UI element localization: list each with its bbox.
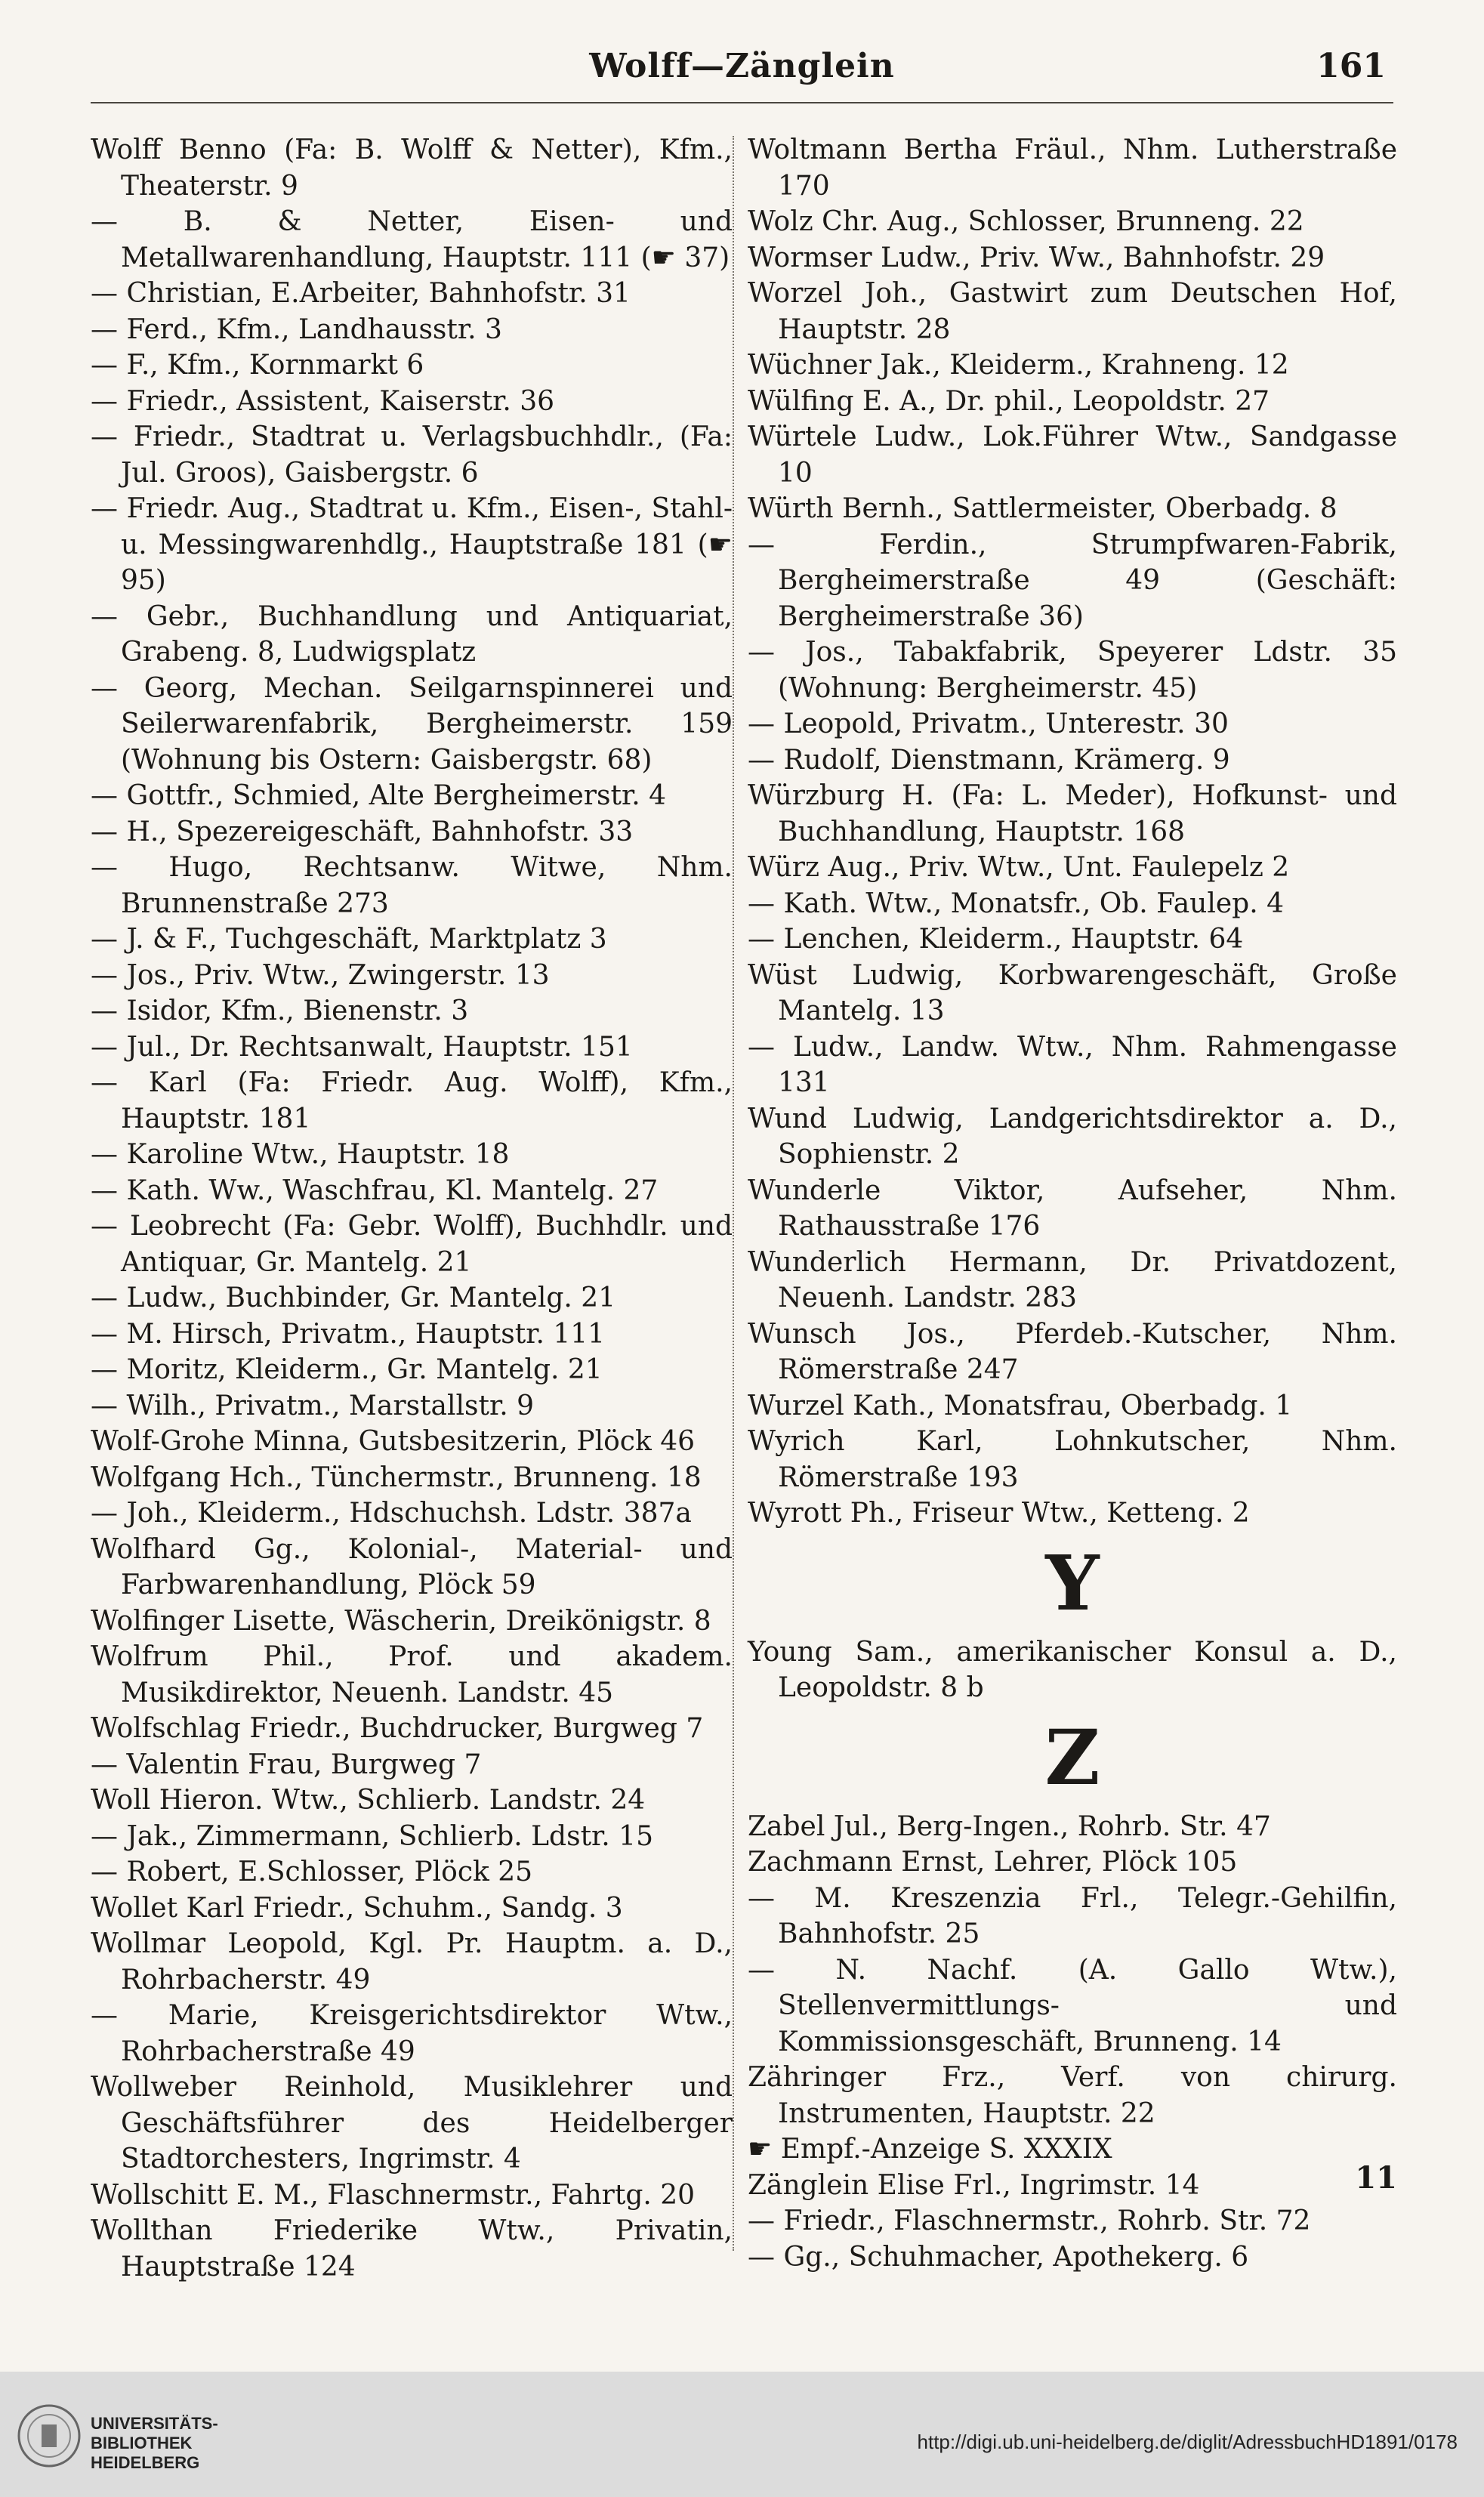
directory-entry: Würz Aug., Priv. Wtw., Unt. Faulepelz 2: [748, 852, 1290, 883]
directory-entry: Wunderle Viktor, Aufseher, Nhm. Rathausstraße 176: [748, 1174, 1397, 1242]
directory-entry: — J. & F., Tuchgeschäft, Marktplatz 3: [91, 924, 607, 955]
directory-entry: — Karoline Wtw., Hauptstr. 18: [91, 1139, 510, 1170]
section-letter-z: Z: [1044, 1712, 1100, 1802]
directory-entry: — Friedr. Aug., Stadtrat u. Kfm., Eisen-, Stahl- u. Messingwarenhdlg., Hauptstraße 181 (☛ 95): [91, 493, 733, 596]
directory-entry: Wollweber Reinhold, Musiklehrer und Geschäftsführer des Heidelberger Stadtorchesters, Ingrimstr. 4: [91, 2072, 733, 2174]
directory-entry: ☛ Empf.-Anzeige S. XXXIX: [748, 2134, 1112, 2165]
directory-entry: — Gottfr., Schmied, Alte Bergheimerstr. 4: [91, 780, 666, 811]
directory-entry: Wyrich Karl, Lohnkutscher, Nhm. Römerstraße 193: [748, 1426, 1397, 1493]
directory-entry: — Gebr., Buchhandlung und Antiquariat, Grabeng. 8, Ludwigsplatz: [91, 600, 733, 668]
directory-entry: Woltmann Bertha Fräul., Nhm. Lutherstraße 170: [748, 134, 1397, 202]
university-logo-icon: [15, 2402, 83, 2470]
directory-entry: — Leobrecht (Fa: Gebr. Wolff), Buchhdlr. und Antiquar, Gr. Mantelg. 21: [91, 1211, 733, 1278]
directory-entry: Würth Bernh., Sattlermeister, Oberbadg. 8: [748, 493, 1337, 524]
directory-entry: Wolfhard Gg., Kolonial-, Material- und Farbwarenhandlung, Plöck 59: [91, 1533, 733, 1600]
directory-entry: Wülfing E. A., Dr. phil., Leopoldstr. 27: [748, 385, 1270, 417]
directory-entry: Wunderlich Hermann, Dr. Privatdozent, Neuenh. Landstr. 283: [748, 1246, 1397, 1313]
directory-entry: — Jak., Zimmermann, Schlierb. Ldstr. 15: [91, 1820, 653, 1852]
directory-entry: — Friedr., Assistent, Kaiserstr. 36: [91, 385, 555, 417]
directory-entry: Wüchner Jak., Kleiderm., Krahneng. 12: [748, 350, 1289, 381]
directory-entry: — Jos., Priv. Wtw., Zwingerstr. 13: [91, 959, 550, 991]
directory-entry: — M. Kreszenzia Frl., Telegr.-Gehilfin, Bahnhofstr. 25: [748, 1882, 1397, 1949]
directory-entry: Young Sam., amerikanischer Konsul a. D., Leopoldstr. 8 b: [748, 1636, 1397, 1703]
directory-entry: — Marie, Kreisgerichtsdirektor Wtw., Rohrbacherstraße 49: [91, 2000, 733, 2067]
left-column: [91, 132, 733, 2285]
directory-entry: — Isidor, Kfm., Bienenstr. 3: [91, 995, 469, 1026]
directory-entry: — B. & Netter, Eisen- und Metallwarenhandlung, Hauptstr. 111 (☛ 37): [91, 206, 733, 273]
right-column-z-entries: [748, 1809, 1397, 2276]
directory-entry: Wunsch Jos., Pferdeb.-Kutscher, Nhm. Römerstraße 247: [748, 1318, 1397, 1385]
page-title: Wolff—Zänglein: [589, 47, 895, 85]
directory-entry: Wollschitt E. M., Flaschnermstr., Fahrtg. 20: [91, 2179, 696, 2211]
directory-entry: — Moritz, Kleiderm., Gr. Mantelg. 21: [91, 1354, 603, 1385]
directory-entry: Zänglein Elise Frl., Ingrimstr. 14: [748, 2169, 1200, 2201]
directory-entry: — Leopold, Privatm., Unterestr. 30: [748, 708, 1229, 739]
directory-entry: Zähringer Frz., Verf. von chirurg. Instrumenten, Hauptstr. 22: [748, 2062, 1397, 2129]
directory-entry: Wolfinger Lisette, Wäscherin, Dreikönigstr. 8: [91, 1605, 711, 1637]
directory-entry: Worzel Joh., Gastwirt zum Deutschen Hof, Hauptstr. 28: [748, 278, 1397, 345]
directory-entry: — Ferdin., Strumpfwaren-Fabrik, Bergheimerstraße 49 (Geschäft: Bergheimerstraße 36): [748, 529, 1397, 632]
directory-entry: Wund Ludwig, Landgerichtsdirektor a. D., Sophienstr. 2: [748, 1103, 1397, 1170]
directory-entry: — Jul., Dr. Rechtsanwalt, Hauptstr. 151: [91, 1031, 633, 1063]
institution-name: UNIVERSITÄTS- BIBLIOTHEK HEIDELBERG: [91, 2414, 218, 2472]
page-number: 161: [1316, 47, 1386, 85]
section-letter-y: Y: [1045, 1538, 1100, 1628]
directory-entry: — Friedr., Flaschnermstr., Rohrb. Str. 72: [748, 2205, 1311, 2236]
directory-entry: — Friedr., Stadtrat u. Verlagsbuchhdlr., (Fa: Jul. Groos), Gaisbergstr. 6: [91, 421, 733, 489]
directory-entry: — Ludw., Landw. Wtw., Nhm. Rahmengasse 131: [748, 1031, 1397, 1098]
directory-entry: — Kath. Ww., Waschfrau, Kl. Mantelg. 27: [91, 1174, 659, 1206]
directory-entry: Wurzel Kath., Monatsfrau, Oberbadg. 1: [748, 1390, 1293, 1421]
directory-entry: Wyrott Ph., Friseur Wtw., Ketteng. 2: [748, 1498, 1250, 1529]
directory-entry: — Jos., Tabakfabrik, Speyerer Ldstr. 35 (Wohnung: Bergheimerstr. 45): [748, 637, 1397, 704]
directory-entry: — Christian, E.Arbeiter, Bahnhofstr. 31: [91, 278, 631, 309]
directory-entry: Wolfschlag Friedr., Buchdrucker, Burgweg 7: [91, 1713, 704, 1744]
directory-entry: — F., Kfm., Kornmarkt 6: [91, 350, 424, 381]
directory-entry: — Wilh., Privatm., Marstallstr. 9: [91, 1390, 534, 1421]
directory-entry: Würtele Ludw., Lok.Führer Wtw., Sandgasse 10: [748, 421, 1397, 489]
directory-entry: Wormser Ludw., Priv. Ww., Bahnhofstr. 29: [748, 242, 1325, 273]
directory-entry: Wolff Benno (Fa: B. Wolff & Netter), Kfm., Theaterstr. 9: [91, 134, 733, 202]
directory-entry: Würzburg H. (Fa: L. Meder), Hofkunst- und Buchhandlung, Hauptstr. 168: [748, 780, 1397, 847]
directory-entry: Woll Hieron. Wtw., Schlierb. Landstr. 24: [91, 1785, 646, 1816]
directory-entry: — Ferd., Kfm., Landhausstr. 3: [91, 313, 502, 345]
right-column-w-entries: [748, 132, 1397, 1532]
column-divider: [733, 136, 734, 2251]
directory-entry: Wüst Ludwig, Korbwarengeschäft, Große Mantelg. 13: [748, 959, 1397, 1026]
directory-entry: Zachmann Ernst, Lehrer, Plöck 105: [748, 1847, 1238, 1878]
directory-entry: — H., Spezereigeschäft, Bahnhofstr. 33: [91, 816, 634, 847]
directory-entry: — Karl (Fa: Friedr. Aug. Wolff), Kfm., Hauptstr. 181: [91, 1067, 733, 1134]
directory-entry: — Gg., Schuhmacher, Apothekerg. 6: [748, 2241, 1249, 2273]
directory-entry: — Valentin Frau, Burgweg 7: [91, 1749, 482, 1780]
directory-entry: — Robert, E.Schlosser, Plöck 25: [91, 1857, 533, 1887]
directory-entry: — Rudolf, Dienstmann, Krämerg. 9: [748, 744, 1230, 776]
source-url[interactable]: http://digi.ub.uni-heidelberg.de/diglit/AdressbuchHD1891/0178: [917, 2431, 1458, 2453]
right-column-y-entries: [748, 1634, 1397, 1706]
directory-entry: — Kath. Wtw., Monatsfr., Ob. Faulep. 4: [748, 887, 1284, 919]
directory-entry: — Ludw., Buchbinder, Gr. Mantelg. 21: [91, 1282, 616, 1313]
directory-entry: Zabel Jul., Berg-Ingen., Rohrb. Str. 47: [748, 1810, 1271, 1842]
directory-entry: Wolf-Grohe Minna, Gutsbesitzerin, Plöck 46: [91, 1426, 696, 1457]
library-footer: [0, 2372, 1484, 2497]
header-rule: [91, 102, 1393, 103]
directory-entry: Wollet Karl Friedr., Schuhm., Sandg. 3: [91, 1892, 623, 1924]
directory-entry: — Georg, Mechan. Seilgarnspinnerei und Seilerwarenfabrik, Bergheimerstr. 159 (Wohnung bis Ostern: Gaisbergstr. 68): [91, 672, 733, 776]
directory-entry: Wollthan Friederike Wtw., Privatin, Hauptstraße 124: [91, 2215, 733, 2282]
directory-entry: — N. Nachf. (A. Gallo Wtw.), Stellenvermittlungs- und Kommissionsgeschäft, Brunneng. 14: [748, 1954, 1397, 2057]
signature-mark: 11: [1355, 2160, 1397, 2196]
directory-entry: — Hugo, Rechtsanw. Witwe, Nhm. Brunnenstraße 273: [91, 852, 733, 919]
directory-entry: — Joh., Kleiderm., Hdschuchsh. Ldstr. 387a: [91, 1498, 692, 1529]
directory-entry: — M. Hirsch, Privatm., Hauptstr. 111: [91, 1318, 606, 1350]
directory-entry: Wolfrum Phil., Prof. und akadem. Musikdirektor, Neuenh. Landstr. 45: [91, 1641, 733, 1708]
directory-entry: Wolz Chr. Aug., Schlosser, Brunneng. 22: [748, 206, 1304, 237]
directory-entry: Wollmar Leopold, Kgl. Pr. Hauptm. a. D., Rohrbacherstr. 49: [91, 1928, 733, 1995]
right-column: [748, 132, 1397, 2275]
directory-entry: — Lenchen, Kleiderm., Hauptstr. 64: [748, 924, 1244, 955]
directory-entry: Wolfgang Hch., Tünchermstr., Brunneng. 18: [91, 1461, 702, 1493]
